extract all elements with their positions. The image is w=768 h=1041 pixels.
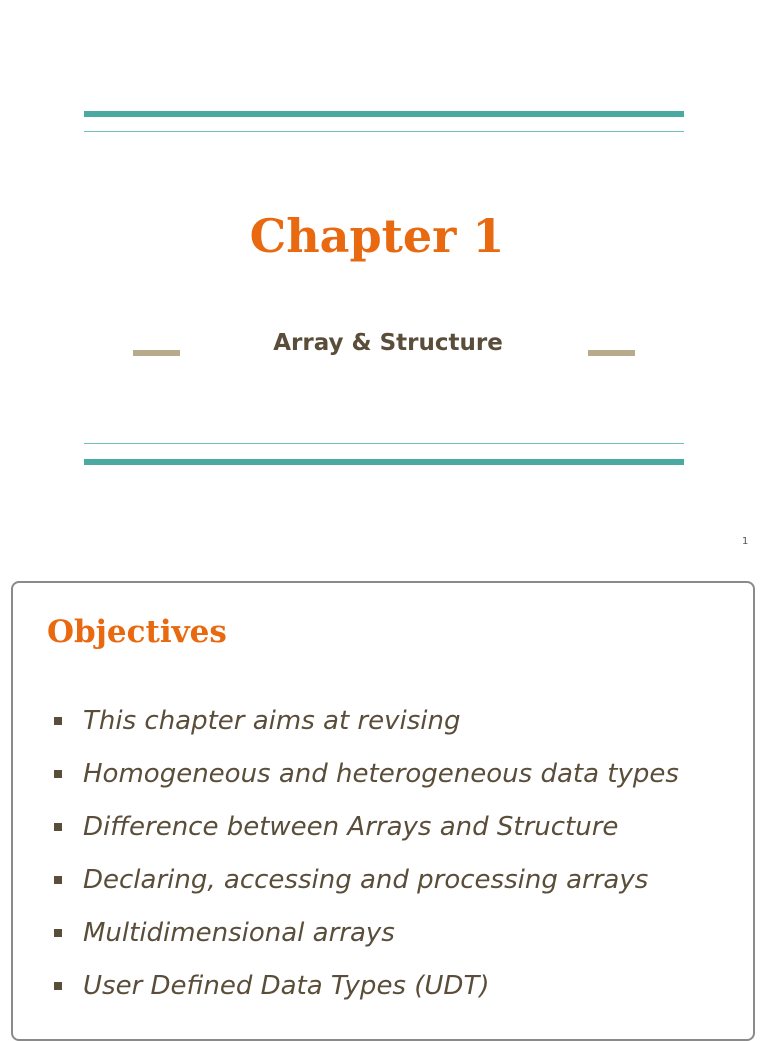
list-item — [13, 756, 733, 809]
page-number: 1 — [742, 536, 749, 547]
objectives-slide — [11, 581, 755, 1041]
list-item — [13, 703, 733, 756]
list-item — [13, 915, 733, 968]
square-bullet-icon — [54, 823, 62, 831]
list-item — [13, 862, 733, 915]
objectives-list — [13, 703, 733, 1021]
square-bullet-icon — [54, 770, 62, 778]
top-thick-rule — [84, 111, 684, 117]
list-item-text: This chapter aims at revising — [83, 706, 461, 736]
bottom-thin-rule — [84, 443, 684, 444]
square-bullet-icon — [54, 982, 62, 990]
square-bullet-icon — [54, 929, 62, 937]
objectives-title: Objectives — [47, 614, 227, 650]
square-bullet-icon — [54, 717, 62, 725]
square-bullet-icon — [54, 876, 62, 884]
list-item-text: Multidimensional arrays — [83, 918, 395, 948]
list-item-text: User Defined Data Types (UDT) — [83, 971, 490, 1001]
list-item — [13, 809, 733, 862]
list-item — [13, 968, 733, 1021]
chapter-title: Chapter 1 — [249, 209, 505, 263]
chapter-subtitle: Array & Structure — [273, 330, 503, 356]
list-item-text: Difference between Arrays and Structure — [83, 812, 619, 842]
list-item-text: Declaring, accessing and processing arrays — [83, 865, 649, 895]
top-thin-rule — [84, 131, 684, 132]
list-item-text: Homogeneous and heterogeneous data types — [83, 759, 679, 789]
bottom-thick-rule — [84, 459, 684, 465]
right-dash-decoration — [588, 350, 635, 356]
